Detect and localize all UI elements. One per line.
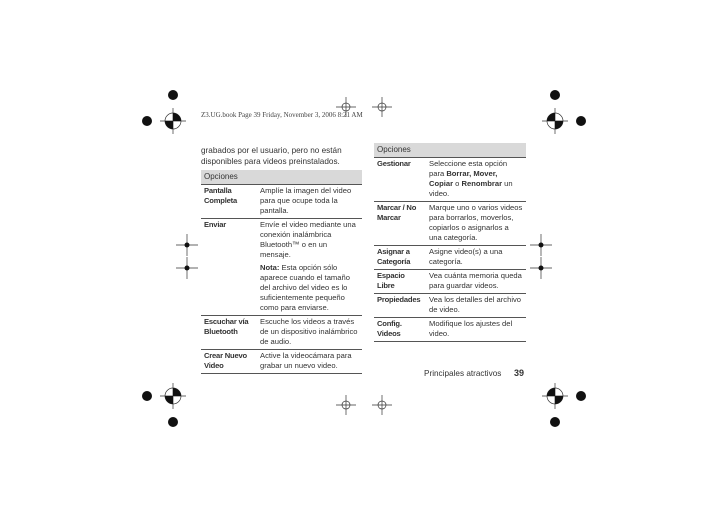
intro-text: grabados por el usuario, pero no están disponibles para videos preinstalados. <box>201 146 342 166</box>
option-desc: Envíe el video mediante una conexión inalámbrica Bluetooth™ o en un mensaje. <box>260 220 356 259</box>
desc-bold: Borrar, Mover, Copiar <box>429 169 498 188</box>
print-header: Z3.UG.book Page 39 Friday, November 3, 2006 8:21 AM <box>201 111 363 119</box>
option-key: Crear Nuevo Video <box>201 350 257 374</box>
option-desc: Modifique los ajustes del video. <box>426 318 526 342</box>
option-desc: Escuche los videos a través de un dispositivo inalámbrico de audio. <box>257 316 362 350</box>
option-key: Propiedades <box>374 294 426 318</box>
table-row <box>374 294 526 318</box>
table-row <box>374 318 526 342</box>
option-desc: Amplíe la imagen del video para que ocupe toda la pantalla. <box>257 185 362 219</box>
option-key: Marcar / No Marcar <box>374 202 426 246</box>
option-desc: Marque uno o varios videos para borrarlos, moverlos, copiarlos o asignarlos a una categoría. <box>426 202 526 246</box>
desc-bold: Renombrar <box>461 179 503 188</box>
table-row <box>201 350 362 374</box>
option-note <box>260 263 359 313</box>
option-key: Espacio Libre <box>374 270 426 294</box>
page-number: 39 <box>514 368 525 378</box>
option-key: Gestionar <box>374 158 426 202</box>
table-row <box>374 158 526 202</box>
table-row <box>374 202 526 246</box>
option-desc-cell <box>257 219 362 316</box>
option-desc: Active la videocámara para grabar un nuevo video. <box>257 350 362 374</box>
option-desc: Asigne video(s) a una categoría. <box>426 246 526 270</box>
option-key: Escuchar vía Bluetooth <box>201 316 257 350</box>
table-row <box>201 316 362 350</box>
table-heading: Opciones <box>374 143 526 158</box>
option-key: Asignar a Categoría <box>374 246 426 270</box>
options-table-left <box>201 170 362 374</box>
option-key: Enviar <box>201 219 257 316</box>
options-table-right <box>374 143 526 342</box>
option-key: Config. Videos <box>374 318 426 342</box>
table-row <box>374 246 526 270</box>
footer-section-title: Principales atractivos <box>424 369 502 378</box>
table-row <box>201 219 362 316</box>
table-heading: Opciones <box>201 170 362 185</box>
option-key: Pantalla Completa <box>201 185 257 219</box>
option-desc: Vea los detalles del archivo de video. <box>426 294 526 318</box>
desc-text: o <box>453 179 462 188</box>
desc-text: un video. <box>429 179 513 198</box>
desc-text: Seleccione esta opción para <box>429 159 508 178</box>
table-row <box>374 270 526 294</box>
option-desc: Vea cuánta memoria queda para guardar videos. <box>426 270 526 294</box>
note-text: Esta opción sólo aparece cuando el tamaño del archivo del video es lo suficientemente pequeño como para enviarse. <box>260 263 350 312</box>
note-label: Nota: <box>260 263 280 272</box>
option-desc <box>426 158 526 202</box>
table-row <box>201 185 362 219</box>
